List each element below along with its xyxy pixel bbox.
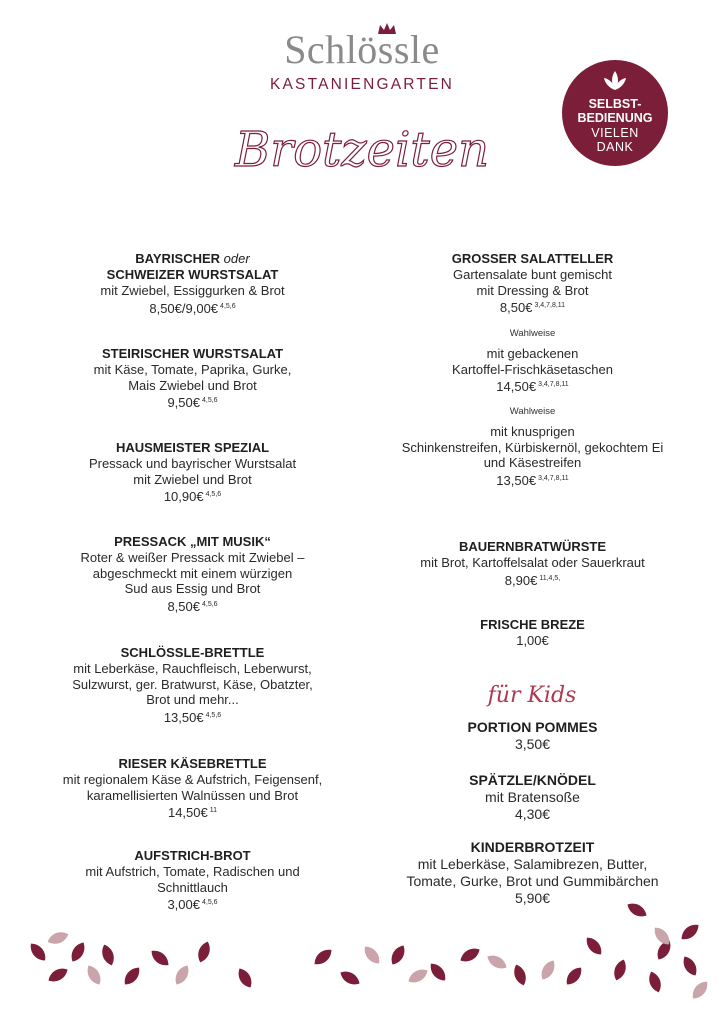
logo-subtitle: KASTANIENGARTEN [269, 76, 454, 93]
item-name: RIESER KÄSEBRETTLE [118, 756, 267, 771]
item-price: 10,90€ $^{4,5,6}$ [163, 489, 222, 504]
kids-item-pommes [380, 718, 685, 771]
item-price: 5,90€ [514, 890, 551, 906]
item-desc: abgeschmeckt mit einem würzigen [92, 565, 293, 581]
menu-item-breze [380, 617, 685, 649]
leaf-icon [646, 970, 663, 994]
leaf-icon [680, 954, 700, 978]
badge-line-3: VIELEN [591, 126, 639, 140]
kids-menu [380, 718, 685, 907]
item-price: 8,50€ $^{4,5,6}$ [167, 598, 218, 614]
item-name: SCHLÖSSLE-BRETTLE [120, 645, 265, 660]
leaf-icon [678, 921, 702, 943]
menu-item-wurstsalat [40, 251, 345, 346]
menu-item-pressack [40, 534, 345, 645]
item-desc: Pressack und bayrischer Wurstsalat [88, 456, 297, 471]
item-desc: Roter & weißer Pressack mit Zwiebel – [80, 550, 305, 565]
item-price: 14,50€ $^{11}$ [167, 805, 218, 820]
item-desc: mit Leberkäse, Salamibrezen, Butter, [417, 856, 648, 872]
leaf-icon [68, 940, 88, 964]
item-desc: Gartensalate bunt gemischt [453, 267, 612, 282]
kids-section-title [380, 676, 685, 716]
self-service-badge [562, 60, 668, 166]
item-desc: mit Brot, Kartoffelsalat oder Sauerkraut [420, 555, 645, 570]
item-price: 14,50€ $^{3,4,7,8,11}$ [496, 379, 569, 394]
leaf-icon [563, 964, 585, 988]
kids-item-brotzeit [380, 838, 685, 907]
leaf-icon [538, 958, 558, 982]
leaf-icon [361, 943, 383, 967]
leaf-icon [651, 924, 673, 948]
item-price: 8,50€ $^{3,4,7,8,11}$ [499, 300, 566, 315]
item-desc: karamellisierten Walnüssen und Brot [86, 787, 299, 803]
leaf-icon [485, 952, 509, 972]
item-desc: mit Aufstrich, Tomate, Radischen und [85, 864, 300, 879]
menu-item-hausmeister [40, 440, 345, 534]
leaf-icon [46, 929, 70, 946]
menu-item-kaesebrettle [40, 756, 345, 848]
item-desc: mit Käse, Tomate, Paprika, Gurke, [93, 362, 292, 377]
item-desc: mit Dressing & Brot [476, 282, 589, 298]
leaf-icon [511, 963, 528, 987]
item-name: BAUERNBRATWÜRSTE [458, 539, 607, 554]
menu-item-bauernbratwuerste [380, 539, 685, 617]
item-name: BAYRISCHER oder [135, 251, 250, 266]
item-desc: Brot und mehr... [146, 692, 239, 707]
leaf-icon [121, 964, 143, 988]
leaf-icon [583, 934, 605, 958]
leaf-icon [195, 940, 212, 964]
item-name: GROSSER SALATTELLER [451, 251, 614, 266]
leaf-icon [172, 963, 192, 987]
item-desc: mit knusprigen [490, 424, 575, 439]
item-desc: mit Zwiebel, Essiggurken & Brot [100, 283, 285, 298]
item-price: 8,50€/9,00€ $^{4,5,6}$ [149, 300, 236, 316]
menu-item-brettle [40, 645, 345, 756]
leaf-icon [338, 968, 362, 988]
item-desc: Sud aus Essig und Brot [124, 581, 261, 596]
menu-option-schinken [380, 406, 685, 539]
leaf-icon [458, 945, 482, 965]
leaf-icon [46, 965, 70, 985]
item-price: 1,00€ [516, 633, 549, 648]
leaf-icon [311, 946, 335, 968]
menu-option-taschen [380, 328, 685, 406]
item-desc: mit Zwiebel und Brot [133, 471, 252, 487]
badge-line-2: BEDIENUNG [577, 111, 653, 125]
leaf-icon [27, 940, 49, 964]
item-name: FRISCHE BREZE [480, 617, 585, 632]
item-desc: mit Leberkäse, Rauchfleisch, Leberwurst, [73, 661, 312, 676]
item-desc: Tomate, Gurke, Brot und Gummibärchen [406, 873, 659, 889]
page-title [230, 108, 494, 192]
item-name-line2: SCHWEIZER WURSTSALAT [106, 267, 279, 282]
item-name: PRESSACK „MIT MUSIK“ [114, 534, 271, 549]
item-price: 4,30€ [514, 806, 551, 822]
leaf-icon [689, 978, 711, 1002]
menu-item-salatteller [380, 251, 685, 328]
menu-column-right [380, 251, 685, 649]
logo-wordmark: Schlössle [284, 27, 440, 72]
item-price: 13,50€ $^{4,5,6}$ [163, 709, 222, 725]
badge-line-1: SELBST- [588, 97, 642, 111]
kids-item-spaetzle [380, 771, 685, 838]
item-price: 3,50€ [514, 736, 551, 752]
option-label: Wahlweise [509, 328, 556, 339]
svg-text:Brotzeiten: Brotzeiten [234, 122, 490, 178]
item-desc: Mais Zwiebel und Brot [128, 377, 257, 393]
item-name: STEIRISCHER WURSTSALAT [101, 346, 284, 361]
menu-column-left [40, 251, 345, 913]
leaf-icon [148, 947, 172, 969]
leaf-icon [99, 943, 116, 967]
item-desc: Schinkenstreifen, Kürbiskernöl, gekochtem Ei [401, 439, 664, 455]
item-desc: mit Bratensoße [485, 789, 580, 805]
badge-line-4: DANK [596, 140, 634, 154]
leaf-icon [406, 966, 430, 986]
item-price: 9,50€ $^{4,5,6}$ [167, 395, 218, 410]
item-desc: und Käsestreifen [483, 455, 582, 470]
leaf-icon [654, 938, 674, 962]
leaf-icon [611, 958, 628, 982]
item-name: PORTION POMMES [467, 719, 598, 735]
item-desc: Sulzwurst, ger. Bratwurst, Käse, Obatzter, [72, 676, 313, 692]
menu-item-aufstrich [40, 848, 345, 913]
item-desc: mit regionalem Käse & Aufstrich, Feigensenf, [62, 772, 323, 787]
leaf-icon [388, 943, 408, 967]
menu-item-steirischer [40, 346, 345, 440]
item-name: HAUSMEISTER SPEZIAL [115, 440, 270, 455]
item-name: AUFSTRICH-BROT [134, 848, 251, 863]
item-desc: mit gebackenen [486, 346, 579, 361]
item-name: KINDERBROTZEIT [470, 839, 595, 855]
item-price: 8,90€ $^{11,4,5,}$ [504, 572, 561, 588]
option-label: Wahlweise [509, 406, 556, 417]
leaf-icon [84, 963, 104, 987]
item-price: 3,00€ $^{4,5,6}$ [167, 897, 218, 912]
svg-text:für Kids: für Kids [487, 683, 577, 708]
item-name: SPÄTZLE/KNÖDEL [469, 772, 596, 788]
item-desc: Schnittlauch [157, 879, 228, 895]
leaf-icon [427, 960, 449, 984]
item-price: 13,50€ $^{3,4,7,8,11}$ [496, 472, 569, 488]
flower-icon [602, 70, 628, 92]
item-desc: Kartoffel-Frischkäsetaschen [452, 361, 613, 377]
leaf-icon [235, 966, 255, 990]
